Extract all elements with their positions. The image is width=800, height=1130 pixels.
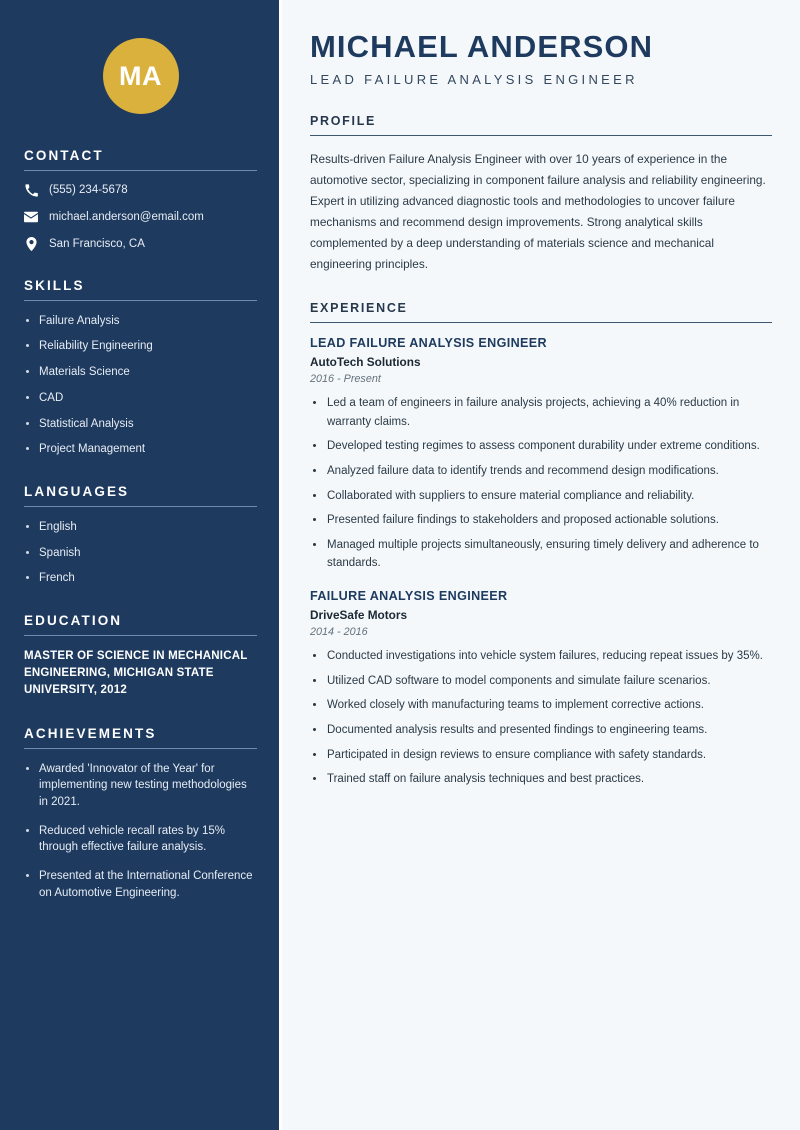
experience-bullets — [310, 647, 772, 789]
experience-job-title: FAILURE ANALYSIS ENGINEER — [310, 589, 508, 603]
skills-list — [24, 313, 257, 458]
list-item: English — [24, 519, 257, 536]
contact-location-value: San Francisco, CA — [49, 237, 145, 250]
experience-heading: EXPERIENCE — [310, 301, 408, 315]
list-item: Managed multiple projects simultaneously, ensuring timely delivery and adherence to standards. — [310, 536, 772, 573]
sidebar — [0, 0, 279, 1130]
list-item: Conducted investigations into vehicle system failures, reducing repeat issues by 35%. — [310, 647, 772, 666]
education-heading: EDUCATION — [24, 612, 123, 628]
contact-heading: CONTACT — [24, 148, 104, 163]
main-section-experience — [310, 301, 772, 789]
sidebar-section-contact — [24, 148, 257, 252]
main-content — [279, 0, 800, 1130]
experience-bullets — [310, 394, 772, 573]
list-item: CAD — [24, 390, 257, 407]
list-item: Led a team of engineers in failure analysis projects, achieving a 40% reduction in warranty claims. — [310, 394, 772, 431]
experience-entry — [310, 589, 772, 638]
profile-divider — [310, 135, 772, 136]
list-item: Participated in design reviews to ensure compliance with safety standards. — [310, 746, 772, 765]
sidebar-section-education — [24, 613, 257, 700]
contact-phone-value: (555) 234-5678 — [49, 184, 128, 196]
profile-text: Results-driven Failure Analysis Engineer with over 10 years of experience in the automotive sector, specializing in component failure analysis and reliability engineering. Expert in utilizing advanced diagnostic tools and methodologies to uncover failure mechanisms and recommend design improvements. Strong analytical skills complemented by a deep understanding of materials science and mechanical engineering principles. — [310, 152, 766, 272]
envelope-icon — [24, 210, 38, 224]
list-item: Reduced vehicle recall rates by 15% through effective failure analysis. — [24, 823, 257, 856]
main-section-profile — [310, 114, 772, 275]
education-divider — [24, 635, 257, 636]
list-item: Documented analysis results and presented findings to engineering teams. — [310, 721, 772, 740]
sidebar-section-languages — [24, 484, 257, 587]
sidebar-section-skills — [24, 278, 257, 458]
experience-dates: 2016 - Present — [310, 373, 381, 385]
avatar: MA — [103, 38, 179, 114]
list-item: Awarded 'Innovator of the Year' for implementing new testing methodologies in 2021. — [24, 761, 257, 811]
job-title-subtitle: LEAD FAILURE ANALYSIS ENGINEER — [310, 72, 638, 88]
achievements-list — [24, 761, 257, 902]
list-item: Analyzed failure data to identify trends and recommend design modifications. — [310, 462, 772, 481]
list-item: Utilized CAD software to model components and simulate failure scenarios. — [310, 672, 772, 691]
avatar-container — [24, 0, 257, 148]
skills-divider — [24, 300, 257, 301]
list-item: Reliability Engineering — [24, 338, 257, 355]
page-title: MICHAEL ANDERSON — [310, 29, 654, 64]
list-item: Statistical Analysis — [24, 416, 257, 433]
phone-icon — [24, 183, 38, 197]
achievements-divider — [24, 748, 257, 749]
list-item: Materials Science — [24, 364, 257, 381]
education-entry: MASTER OF SCIENCE IN MECHANICAL ENGINEERING, MICHIGAN STATE UNIVERSITY, 2012 — [24, 649, 248, 697]
list-item: Failure Analysis — [24, 313, 257, 330]
contact-item-email[interactable] — [24, 210, 257, 225]
achievements-heading: ACHIEVEMENTS — [24, 725, 157, 741]
languages-heading: LANGUAGES — [24, 483, 130, 499]
list-item: Spanish — [24, 545, 257, 562]
contact-divider — [24, 170, 257, 171]
list-item: Trained staff on failure analysis techniques and best practices. — [310, 770, 772, 789]
profile-heading: PROFILE — [310, 114, 377, 129]
experience-company: DriveSafe Motors — [310, 608, 408, 622]
contact-email-value: michael.anderson@email.com — [49, 210, 204, 223]
list-item: Developed testing regimes to assess component durability under extreme conditions. — [310, 437, 772, 456]
experience-entry — [310, 336, 772, 385]
location-pin-icon — [24, 237, 38, 251]
experience-divider — [310, 322, 772, 323]
experience-company: AutoTech Solutions — [310, 355, 421, 369]
experience-dates: 2014 - 2016 — [310, 626, 368, 638]
list-item: Presented at the International Conference on Automotive Engineering. — [24, 868, 257, 901]
experience-job-title: LEAD FAILURE ANALYSIS ENGINEER — [310, 336, 547, 350]
list-item: Presented failure findings to stakeholders and proposed actionable solutions. — [310, 511, 772, 530]
list-item: Project Management — [24, 441, 257, 458]
languages-list — [24, 519, 257, 587]
list-item: Worked closely with manufacturing teams to implement corrective actions. — [310, 696, 772, 715]
languages-divider — [24, 506, 257, 507]
contact-item-location[interactable] — [24, 237, 257, 252]
sidebar-section-achievements — [24, 726, 257, 902]
list-item: Collaborated with suppliers to ensure material compliance and reliability. — [310, 487, 772, 506]
contact-item-phone[interactable] — [24, 183, 257, 198]
list-item: French — [24, 570, 257, 587]
skills-heading: SKILLS — [24, 277, 85, 293]
